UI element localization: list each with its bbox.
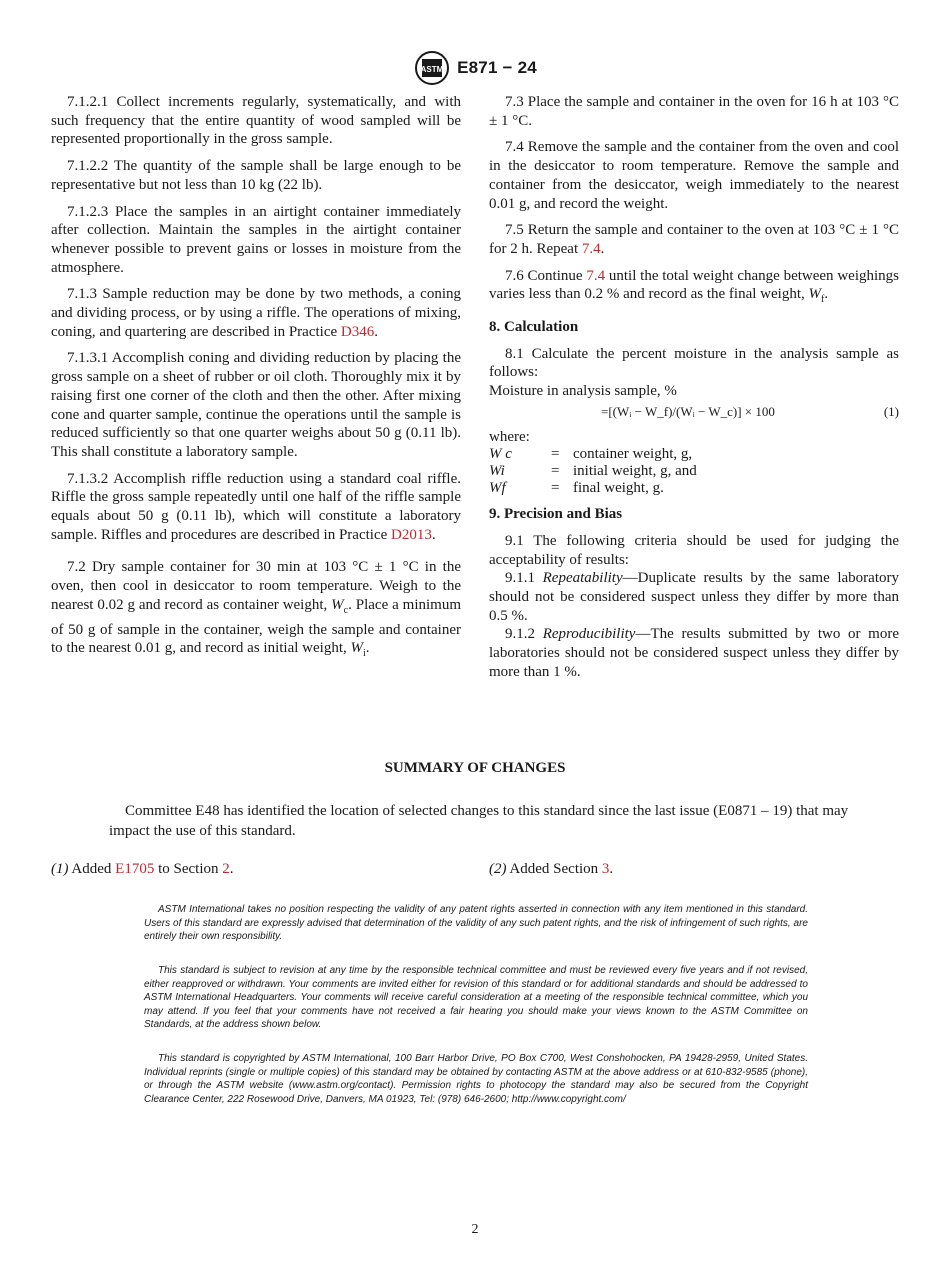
paragraph-7-1-3-2: 7.1.3.2 Accomplish riffle reduction using a standard coal riffle. Riffle the gross sample repeatedly until one half of the riffle sample equals about 50 g (0.11 lb), which will constitute a laboratory sample. Riffles and procedures are described in Practice D2013. xyxy=(51,470,461,543)
page-header xyxy=(0,50,950,86)
paragraph-7-1-2-2: 7.1.2.2 The quantity of the sample shall be large enough to be representative but not less than 10 kg (22 lb). xyxy=(51,158,461,193)
astm-logo-icon xyxy=(413,50,451,86)
paragraph-7-2: 7.2 Dry sample container for 30 min at 103 °C ± 1 °C in the oven, then cool in desiccator to room temperature. Weigh to the nearest 0.02 g and record as container weight, $W_c$. Place a minimum of 50 g of sample in the container, weigh the sample and container to the nearest 0.01 g, and record as initial weight, $W_i$. xyxy=(51,559,461,660)
right-column xyxy=(489,93,899,682)
where-item: W c = container weight, g, xyxy=(489,446,693,463)
paragraph-9-1-1: 9.1.1 Repeatability—Duplicate results by the same laboratory should not be considered suspect unless they differ by more than 0.5 %. xyxy=(489,570,899,624)
where-item: Wf = final weight, g. xyxy=(489,480,664,497)
link-7-4[interactable]: 7.4 xyxy=(581,240,601,257)
paragraph-7-5: 7.5 Return the sample and container to the oven at 103 °C ± 1 °C for 2 h. Repeat 7.4. xyxy=(489,222,899,257)
left-column xyxy=(51,93,461,664)
svg-text:ASTM: ASTM xyxy=(420,65,444,74)
link-7-4-b[interactable]: 7.4 xyxy=(586,267,606,284)
paragraph-7-1-3: 7.1.3 Sample reduction may be done by two methods, a coning and dividing process, or by using a riffle. The operations of mixing, coning, and quartering are described in Practice D346. xyxy=(51,286,461,340)
paragraph-8-1: 8.1 Calculate the percent moisture in the analysis sample as follows: xyxy=(489,345,899,381)
equation-1 xyxy=(489,403,899,422)
revision-notice: This standard is subject to revision at any time by the responsible technical committee and must be reviewed every five years and if not revised, either reapproved or withdrawn. Your comments are invited either for revision of this standard or for additional standards and should be addressed to ASTM International Headquarters. Your comments will receive careful consideration at a meeting of the responsible technical committee, which you may attend. If you feel that your comments have not received a fair hearing you should make your views known to the ASTM Committee on Standards, at the address shown below. xyxy=(144,965,808,1030)
link-d346[interactable]: D346 xyxy=(340,323,375,340)
summary-text: Committee E48 has identified the location of selected changes to this standard since the last issue (E0871 – 19) that may impact the use of this standard. xyxy=(109,803,849,839)
paragraph-9-1: 9.1 The following criteria should be used for judging the acceptability of results: xyxy=(489,532,899,568)
change-item-1: (1) Added E1705 to Section 2. xyxy=(51,861,234,877)
document-id: E871 − 24 xyxy=(457,58,537,77)
paragraph-7-3: 7.3 Place the sample and container in the oven for 16 h at 103 °C ± 1 °C. xyxy=(489,94,899,129)
paragraph-7-4: 7.4 Remove the sample and the container from the oven and cool in the desiccator to room temperature. Remove the sample and container from the desiccator, weigh immediately to the nearest 0.01 g, and record the weight. xyxy=(489,139,899,212)
summary-title: SUMMARY OF CHANGES xyxy=(384,760,566,776)
link-section-3[interactable]: 3 xyxy=(601,861,610,877)
paragraph-7-1-3-1: 7.1.3.1 Accomplish coning and dividing reduction by placing the gross sample on a sheet of rubber or oil cloth. Thoroughly mix it by raising first one corner of the cloth and then the other. After mixing cone and quarter sample, continue the operations until the sample is reduced sufficiently so that one quarter weighs about 50 g (0.11 lb). This shall constitute a laboratory sample. xyxy=(51,350,461,460)
paragraph-7-1-2-3: 7.1.2.3 Place the samples in an airtight container immediately after collection. Maintain the samples in the airtight container whenever possible to prevent gains or losses in moisture from the atmosphere. xyxy=(51,203,461,276)
link-section-2[interactable]: 2 xyxy=(222,861,230,877)
equation-body: =[(Wᵢ − W_f)/(Wᵢ − W_c)] × 100 xyxy=(601,403,775,419)
equation-number: (1) xyxy=(883,403,899,419)
moisture-label: Moisture in analysis sample, % xyxy=(489,383,677,400)
heading-calculation: 8. Calculation xyxy=(489,319,579,336)
link-d2013[interactable]: D2013 xyxy=(391,526,432,543)
paragraph-7-1-2-1: 7.1.2.1 Collect increments regularly, systematically, and with such frequency that the entire quantity of wood sampled will be represented proportionally in the gross sample. xyxy=(51,94,461,148)
patent-notice: ASTM International takes no position respecting the validity of any patent rights asserted in connection with any item mentioned in this standard. Users of this standard are expressly advised that determination of the validity of any such patent rights, and the risk of infringement of such rights, are entirely their own responsibility. xyxy=(144,904,808,942)
page-number: 2 xyxy=(471,1222,479,1237)
paragraph-9-1-2: 9.1.2 Reproducibility—The results submitted by two or more laboratories should not be considered suspect unless they differ by more than 1 %. xyxy=(489,626,900,680)
heading-precision-bias: 9. Precision and Bias xyxy=(489,506,623,523)
where-label: where: xyxy=(489,428,530,445)
where-item: Wi = initial weight, g, and xyxy=(489,463,697,480)
paragraph-7-6: 7.6 Continue 7.4 until the total weight change between weighings varies less than 0.2 % and record as the final weight, $W_f$. xyxy=(489,267,900,306)
link-e1705[interactable]: E1705 xyxy=(115,861,155,877)
copyright-notice: This standard is copyrighted by ASTM International, 100 Barr Harbor Drive, PO Box C700, West Conshohocken, PA 19428-2959, United States. Individual reprints (single or multiple copies) of this standard may be obtained by contacting ASTM at the above address or at 610-832-9585 (phone), or through the ASTM website (www.astm.org/contact). Permission rights to photocopy the standard may also be secured from the Copyright Clearance Center, 222 Rosewood Drive, Danvers, MA 01923, Tel: (978) 646-2600; http://www.copyright.com/ xyxy=(144,1053,808,1105)
change-item-2: (2) Added Section 3. xyxy=(489,861,614,877)
